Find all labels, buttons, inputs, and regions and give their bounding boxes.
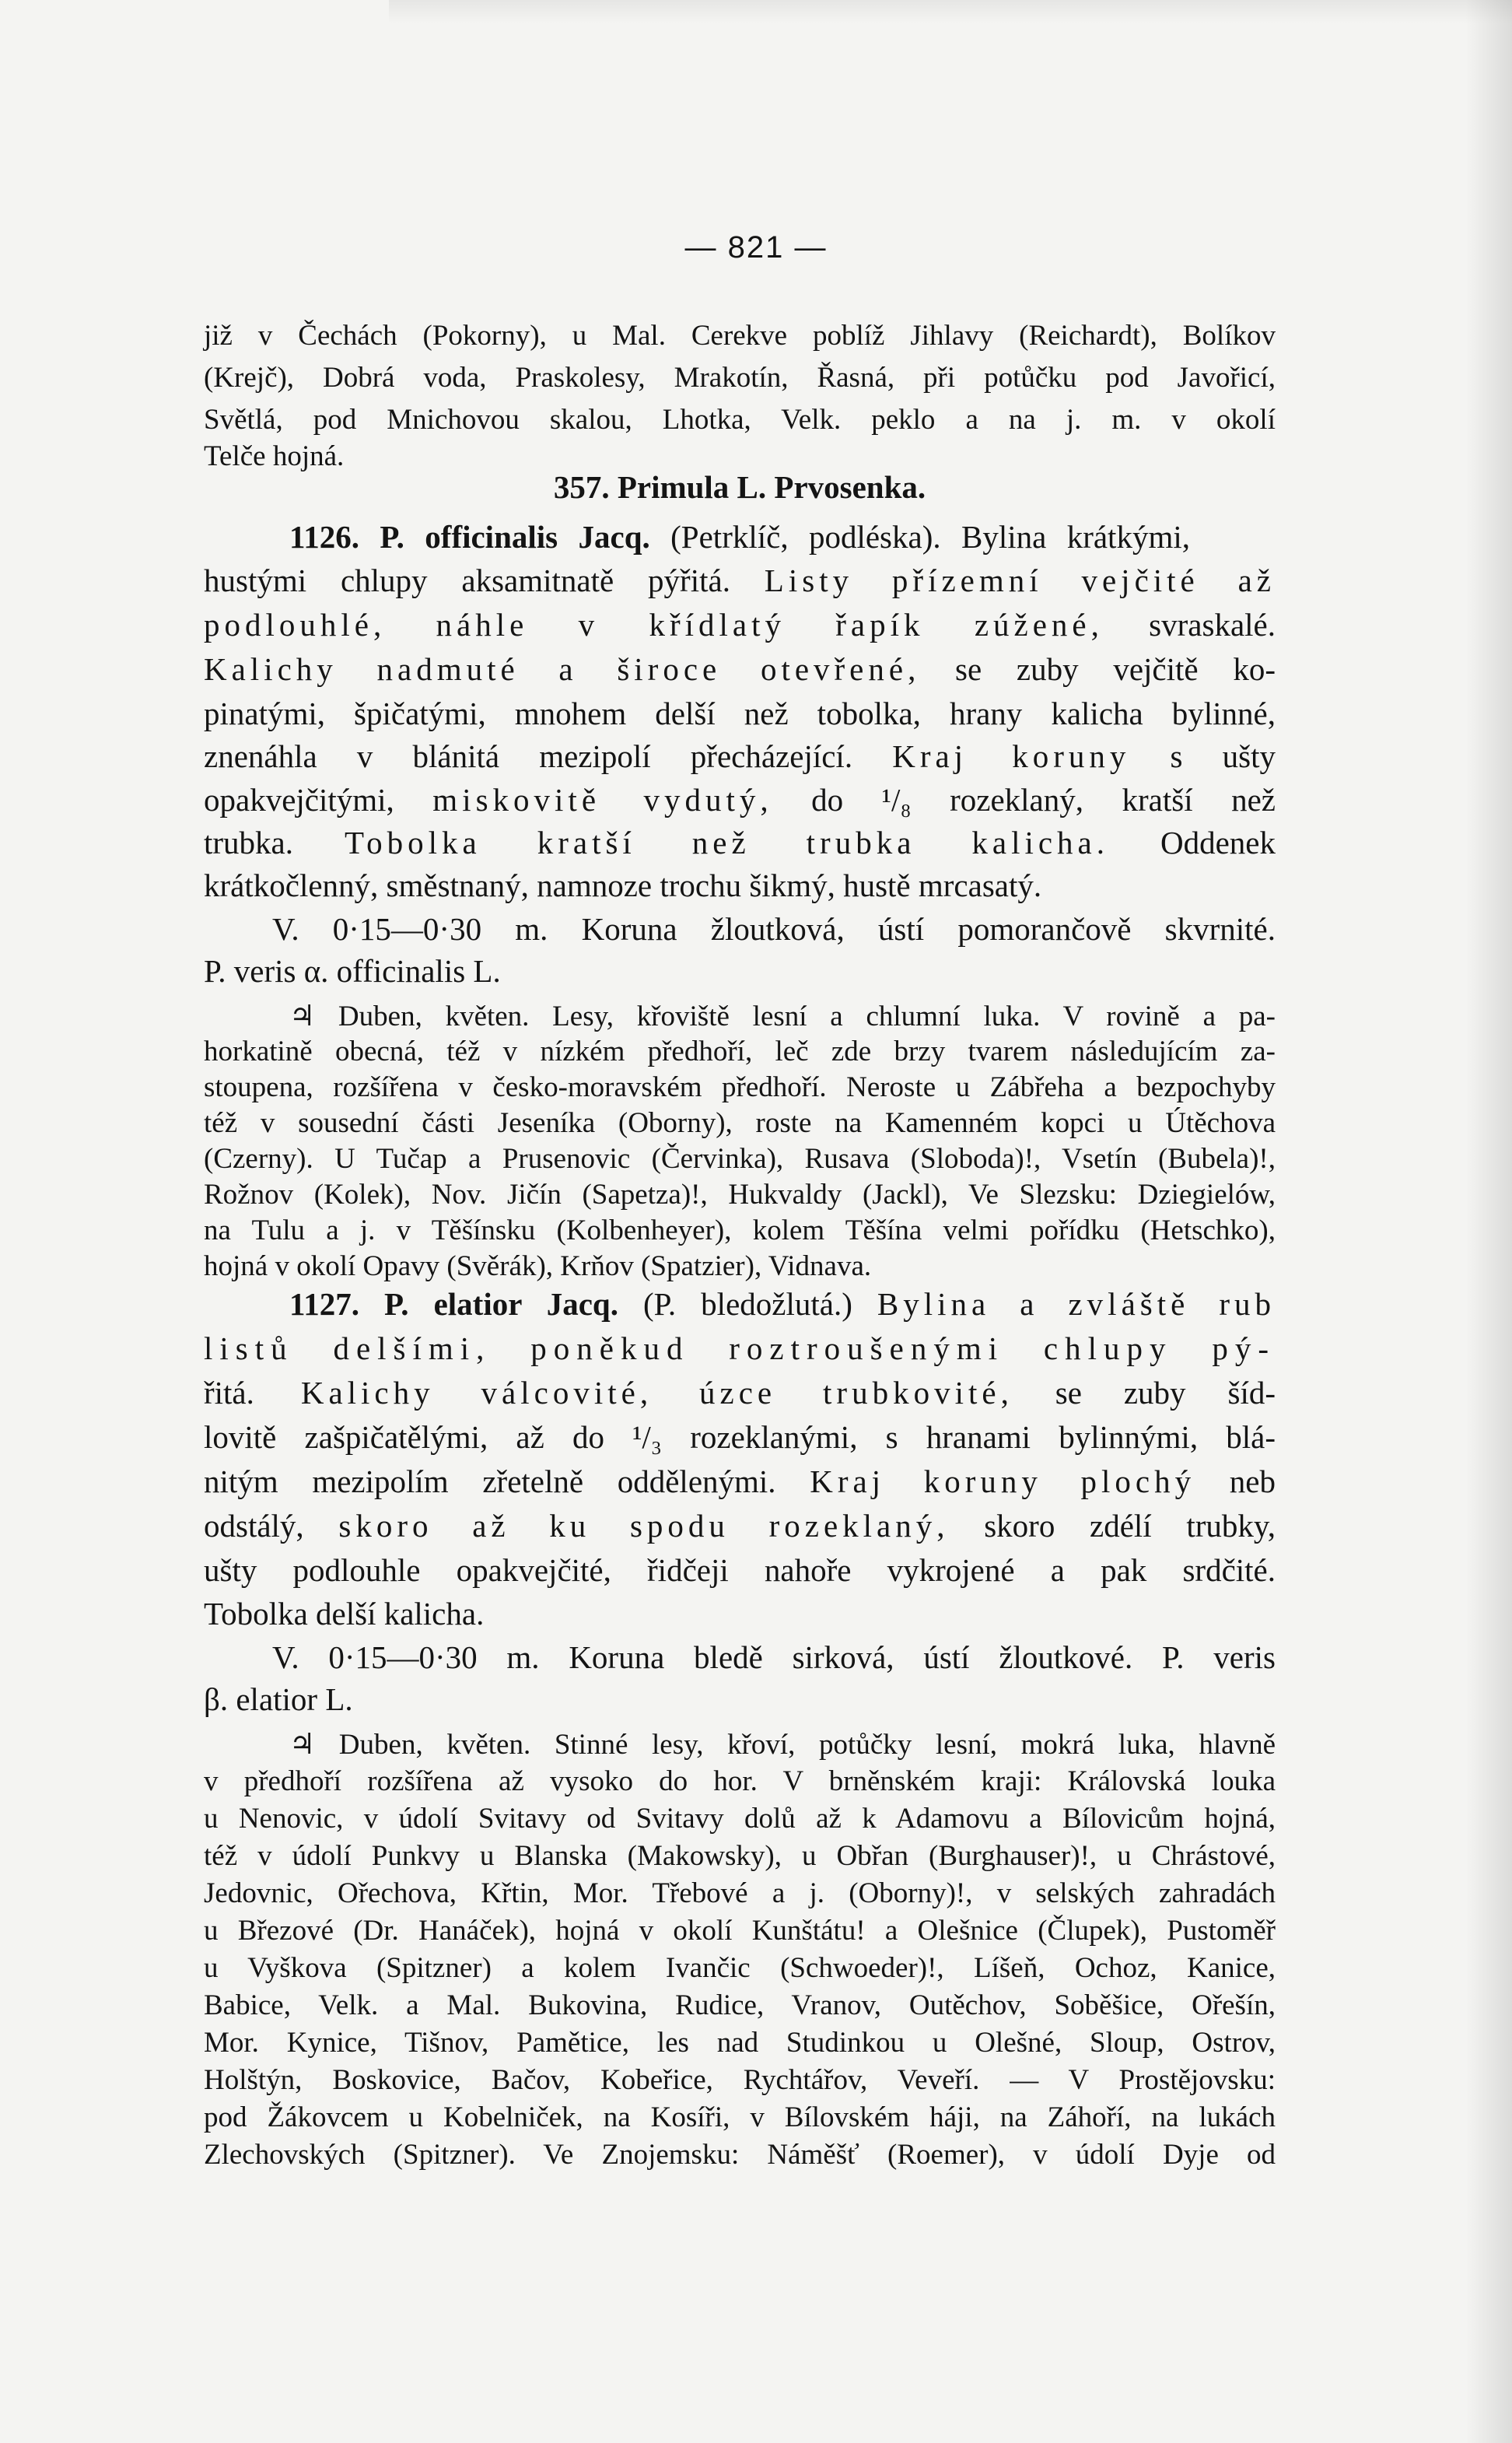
text-line: u Vyškova (Spitzner) a kolem Ivančic (Schwoeder)!, Líšeň, Ochoz, Kanice, [204,1952,1276,1984]
text-line: pinatými, špičatými, mnohem delší než tobolka, hrany kalicha bylinné, [204,696,1276,731]
text-line: u Březové (Dr. Hanáček), hojná v okolí Kunštátu! a Olešnice (Člupek), Pustoměř [204,1915,1276,1947]
species-heading: 1126. P. officinalis Jacq. (Petrklíč, podléska). Bylina krátkými, [289,519,1190,555]
text-line: ušty podlouhle opakvejčité, řidčeji nahoře vykrojené a pak srdčité. [204,1552,1276,1588]
text-line: horkatině obecná, též v nízkém předhoří, leč zde brzy tvarem následujícím za- [204,1036,1276,1067]
text-line: odstálý, skoro až ku spodu rozeklaný, skoro zdélí trubky, [204,1508,1276,1544]
text-line: u Nenovic, v údolí Svitavy od Svitavy dolů až k Adamovu a Bílovicům hojná, [204,1803,1276,1835]
page-number: — 821 — [684,230,828,265]
text-line: (Czerny). U Tučap a Prusenovic (Červinka), Rusava (Sloboda)!, Vsetín (Bubela)!, [204,1143,1276,1175]
text-line: listů delšími, poněkud roztroušenými chlupy pý- [204,1330,1276,1366]
text-line: Kalichy nadmuté a široce otevřené, se zuby vejčitě ko- [204,651,1276,687]
species-heading: 1127. P. elatior Jacq. (P. bledožlutá.) Bylina a zvláště rub [289,1286,1276,1322]
text-line: pod Žákovcem u Kobelniček, na Kosíři, v Bílovském háji, na Záhoří, na lukách [204,2101,1276,2133]
genus-heading: 357. Primula L. Prvosenka. [553,469,926,505]
text-line: již v Čechách (Pokorny), u Mal. Cerekve poblíž Jihlavy (Reichardt), Bolíkov [204,320,1276,352]
text-line: lovitě zašpičatělými, až do ¹/₃ rozeklanými, s hranami bylinnými, blá- [204,1419,1276,1455]
text-line: Mor. Kynice, Tišnov, Pamětice, les nad Studinkou u Olešné, Sloup, Ostrov, [204,2027,1276,2059]
text-line: krátkočlenný, směstnaný, namnoze trochu šikmý, hustě mrcasatý. [204,867,1042,903]
text-line: ♃ Duben, květen. Lesy, křoviště lesní a chlumní luka. V rovině a pa- [289,1001,1276,1032]
text-line: Telče hojná. [204,440,345,472]
text-line: β. elatior L. [204,1681,353,1717]
text-line: stoupena, rozšířena v česko-moravském předhoří. Neroste u Zábřeha a bezpochyby [204,1071,1276,1103]
text-line: (Krejč), Dobrá voda, Praskolesy, Mrakotín, Řasná, při potůčku pod Javořicí, [204,362,1276,394]
text-line: na Tulu a j. v Těšínsku (Kolbenheyer), kolem Těšína velmi pořídku (Hetschko), [204,1214,1276,1246]
text-line: Babice, Velk. a Mal. Bukovina, Rudice, Vranov, Outěchov, Soběšice, Ořešín, [204,1989,1276,2021]
text-line: znenáhla v blánitá mezipolí přecházející. Kraj koruny s ušty [204,738,1276,774]
text-line: Zlechovských (Spitzner). Ve Znojemsku: Náměšť (Roemer), v údolí Dyje od [204,2139,1276,2171]
text-line: Tobolka delší kalicha. [204,1596,485,1632]
text-line: V. 0·15—0·30 m. Koruna bledě sirková, ústí žloutkové. P. veris [272,1639,1276,1675]
text-line: též v údolí Punkvy u Blanska (Makowsky), u Obřan (Burghauser)!, u Chrástové, [204,1840,1276,1872]
text-line: Světlá, pod Mnichovou skalou, Lhotka, Velk. peklo a na j. m. v okolí [204,404,1276,436]
scan-right-edge-shadow [1465,0,1512,2443]
text-line: ♃ Duben, květen. Stinné lesy, křoví, potůčky lesní, mokrá luka, hlavně [289,1729,1276,1761]
text-line: v předhoří rozšířena až vysoko do hor. V brněnském kraji: Královská louka [204,1765,1276,1797]
text-line: též v sousední části Jeseníka (Oborny), roste na Kamenném kopci u Útěchova [204,1107,1276,1139]
scan-top-edge [389,0,1512,23]
text-line: řitá. Kalichy válcovité, úzce trubkovité, se zuby šíd- [204,1375,1276,1411]
text-line: P. veris α. officinalis L. [204,953,501,989]
text-line: V. 0·15—0·30 m. Koruna žloutková, ústí pomorančově skvrnité. [272,911,1276,947]
text-line: hustými chlupy aksamitnatě pýřitá. Listy přízemní vejčité až [204,563,1276,598]
text-line: Jedovnic, Ořechova, Křtin, Mor. Třebové a j. (Oborny)!, v selských zahradách [204,1877,1276,1909]
text-line: Holštýn, Boskovice, Bačov, Kobeřice, Rychtářov, Veveří. — V Prostějovsku: [204,2064,1276,2096]
text-line: hojná v okolí Opavy (Svěrák), Krňov (Spatzier), Vidnava. [204,1250,872,1282]
text-line: trubka. Tobolka kratší než trubka kalicha. Oddenek [204,825,1276,860]
text-line: opakvejčitými, miskovitě vydutý, do ¹/₈ rozeklaný, kratší než [204,782,1276,818]
text-line: nitým mezipolím zřetelně oddělenými. Kraj koruny plochý neb [204,1463,1276,1499]
text-line: podlouhlé, náhle v křídlatý řapík zúžené, svraskalé. [204,607,1276,643]
text-line: Rožnov (Kolek), Nov. Jičín (Sapetza)!, Hukvaldy (Jackl), Ve Slezsku: Dziegielów, [204,1179,1276,1211]
